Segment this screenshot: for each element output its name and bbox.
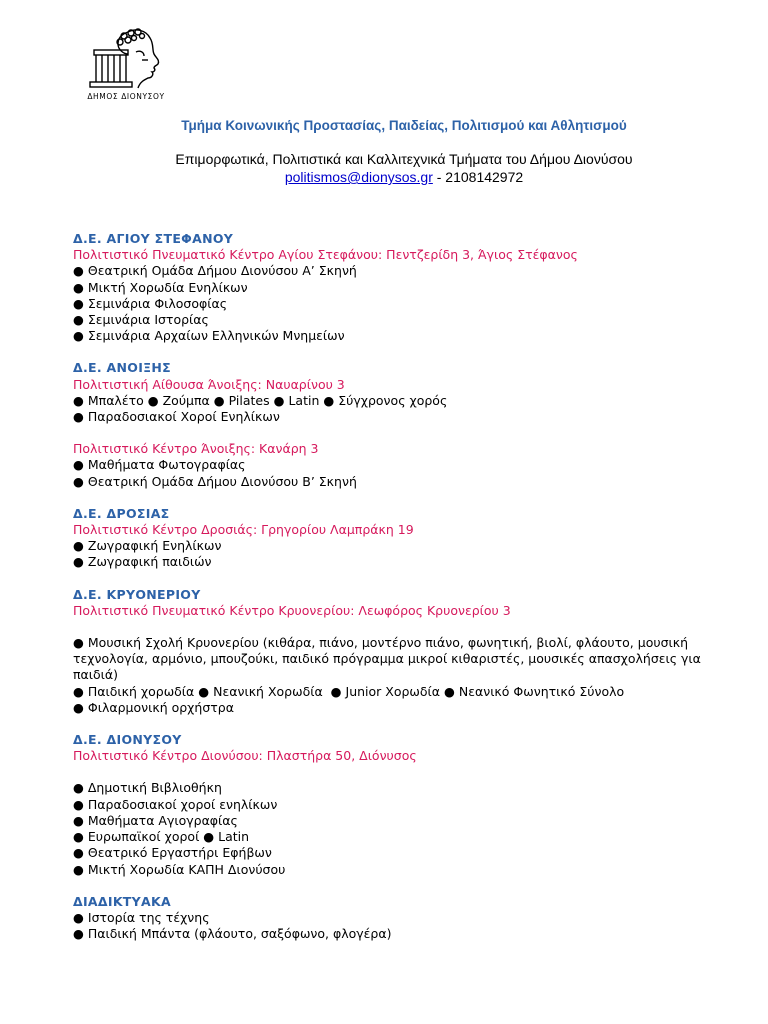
list-item: ● Μουσική Σχολή Κρυονερίου (κιθάρα, πιάνο, μοντέρνο πιάνο, φωνητική, βιολί, φλάουτο, μουσική τεχνολογία, αρμόνιο, μπουζούκι, παιδικό πρόγραμμα μικροί κιθαριστές, μουσικές απασχολήσεις για παιδιά): [73, 635, 705, 683]
department-title: Τμήμα Κοινωνικής Προστασίας, Παιδείας, Πολιτισμού και Αθλητισμού: [181, 118, 627, 133]
list-item: ● Ζωγραφική παιδιών: [73, 554, 212, 570]
section-heading: Δ.Ε. ΑΝΟΙΞΗΣ: [73, 360, 171, 376]
venue-line: Πολιτιστική Αίθουσα Άνοιξης: Ναυαρίνου 3: [73, 376, 345, 392]
list-item: ● Μαθήματα Φωτογραφίας: [73, 457, 246, 473]
venue-line: Πολιτιστικό Κέντρο Διονύσου: Πλαστήρα 50, Διόνυσος: [73, 748, 417, 764]
list-item: ● Θεατρικό Εργαστήρι Εφήβων: [73, 845, 272, 861]
list-item: ● Δημοτική Βιβλιοθήκη: [73, 780, 222, 796]
list-item: ● Θεατρική Ομάδα Δήμου Διονύσου Α’ Σκηνή: [73, 263, 357, 279]
contact-line: [0, 168, 768, 186]
list-item: ● Παραδοσιακοί Χοροί Ενηλίκων: [73, 409, 280, 425]
venue-line: Πολιτιστικό Κέντρο Άνοιξης: Κανάρη 3: [73, 441, 319, 457]
section-heading: Δ.Ε. ΚΡΥΟΝΕΡΙΟΥ: [73, 586, 201, 602]
list-item: ● Μικτή Χορωδία Ενηλίκων: [73, 279, 248, 295]
section-kryoneri: [73, 587, 713, 716]
section-heading: Δ.Ε. ΔΡΟΣΙΑΣ: [73, 505, 170, 521]
program-listing: [73, 231, 713, 942]
section-anoixi: [73, 360, 713, 489]
list-item: ● Θεατρική Ομάδα Δήμου Διονύσου Β’ Σκηνή: [73, 473, 357, 489]
list-item: ● Ευρωπαϊκοί χοροί ● Latin: [73, 829, 250, 845]
list-item: ● Φιλαρμονική ορχήστρα: [73, 699, 234, 715]
phone-number: - 2108142972: [432, 169, 524, 185]
document-subtitle: Επιμορφωτικά, Πολιτιστικά και Καλλιτεχνικά Τμήματα του Δήμου Διονύσου: [175, 151, 633, 167]
section-heading: ΔΙΑΔΙΚΤΥΑΚΑ: [73, 893, 171, 909]
email-link[interactable]: politismos@dionysos.gr: [284, 169, 433, 185]
list-item: ● Σεμινάρια Ιστορίας: [73, 312, 209, 328]
list-item: ● Ιστορία της τέχνης: [73, 909, 210, 925]
list-item: ● Παιδική χορωδία ● Νεανική Χορωδία ● Junior Χορωδία ● Νεανικό Φωνητικό Σύνολο: [73, 683, 625, 699]
section-dionysos: [73, 732, 713, 878]
list-item: ● Μικτή Χορωδία ΚΑΠΗ Διονύσου: [73, 861, 286, 877]
municipality-logo: [84, 24, 168, 104]
section-drosia: [73, 506, 713, 571]
list-item: ● Μαθήματα Αγιογραφίας: [73, 812, 238, 828]
logo-text: ΔΗΜΟΣ ΔΙΟΝΥΣΟΥ: [87, 92, 165, 101]
list-item: ● Σεμινάρια Αρχαίων Ελληνικών Μνημείων: [73, 328, 345, 344]
list-item: ● Μπαλέτο ● Ζούμπα ● Pilates ● Latin ● Σύγχρονος χορός: [73, 392, 448, 408]
list-item: ● Σεμινάρια Φιλοσοφίας: [73, 295, 228, 311]
list-item: ● Ζωγραφική Ενηλίκων: [73, 538, 222, 554]
list-item: ● Παιδική Μπάντα (φλάουτο, σαξόφωνο, φλογέρα): [73, 926, 392, 942]
dionysos-head-icon: [84, 24, 168, 94]
section-heading: Δ.Ε. ΔΙΟΝΥΣΟΥ: [73, 732, 182, 748]
venue-line: Πολιτιστικό Πνευματικό Κέντρο Αγίου Στεφάνου: Πεντζερίδη 3, Άγιος Στέφανος: [73, 247, 578, 263]
venue-line: Πολιτιστικό Κέντρο Δροσιάς: Γρηγορίου Λαμπράκη 19: [73, 522, 414, 538]
list-item: ● Παραδοσιακοί χοροί ενηλίκων: [73, 796, 278, 812]
section-online: [73, 894, 713, 943]
section-agios-stefanos: [73, 231, 713, 344]
venue-line: Πολιτιστικό Πνευματικό Κέντρο Κρυονερίου: Λεωφόρος Κρυονερίου 3: [73, 602, 511, 618]
section-heading: Δ.Ε. ΑΓΙΟΥ ΣΤΕΦΑΝΟΥ: [73, 231, 234, 246]
